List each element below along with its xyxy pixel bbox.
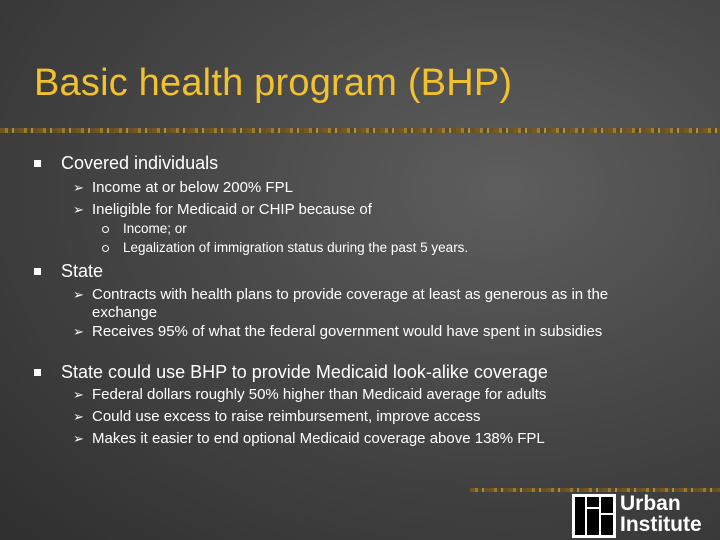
arrow-bullet-icon: ➢ [73, 324, 84, 339]
arrow-bullet-icon: ➢ [73, 431, 84, 446]
sub-bullet-text: Contracts with health plans to provide coverage at least as generous as in the exchange [92, 286, 609, 321]
sub-bullet-text: Receives 95% of what the federal government would have spent in subsidies [92, 323, 603, 340]
urban-institute-mark-icon [572, 494, 616, 538]
sub-sub-bullet-text: Income; or [123, 221, 187, 236]
sub-bullet [73, 323, 633, 341]
square-bullet-icon [34, 160, 41, 167]
sub-bullet [73, 430, 673, 448]
sub-bullet [73, 201, 673, 219]
slide-title: Basic health program (BHP) [34, 62, 513, 104]
arrow-bullet-icon: ➢ [73, 287, 84, 302]
sub-bullet-text: Income at or below 200% FPL [92, 179, 293, 196]
sub-sub-bullet-text: Legalization of immigration status during the past 5 years. [123, 240, 469, 255]
logo-word-urban: Urban [620, 492, 681, 515]
arrow-bullet-icon: ➢ [73, 387, 84, 402]
sub-bullet [73, 286, 658, 322]
square-bullet-icon [34, 268, 41, 275]
sub-bullet-text: Makes it easier to end optional Medicaid coverage above 138% FPL [92, 430, 545, 447]
bullet-label: State [61, 261, 104, 281]
sub-bullet-text: Ineligible for Medicaid or CHIP because of [92, 201, 372, 218]
sub-bullet [73, 179, 673, 197]
square-bullet-icon [34, 369, 41, 376]
title-divider [0, 128, 720, 133]
arrow-bullet-icon: ➢ [73, 409, 84, 424]
sub-bullet-text: Federal dollars roughly 50% higher than Medicaid average for adults [92, 386, 547, 403]
urban-institute-logo [568, 492, 716, 538]
sub-bullet-text: Could use excess to raise reimbursement, improve access [92, 408, 481, 425]
circle-bullet-icon [102, 245, 109, 252]
arrow-bullet-icon: ➢ [73, 202, 84, 217]
logo-word-institute: Institute [620, 513, 702, 536]
sub-bullet [73, 386, 673, 404]
bullet-label: State could use BHP to provide Medicaid look-alike coverage [61, 362, 548, 382]
bullet-label: Covered individuals [61, 153, 219, 173]
arrow-bullet-icon: ➢ [73, 180, 84, 195]
circle-bullet-icon [102, 226, 109, 233]
sub-bullet [73, 408, 673, 426]
